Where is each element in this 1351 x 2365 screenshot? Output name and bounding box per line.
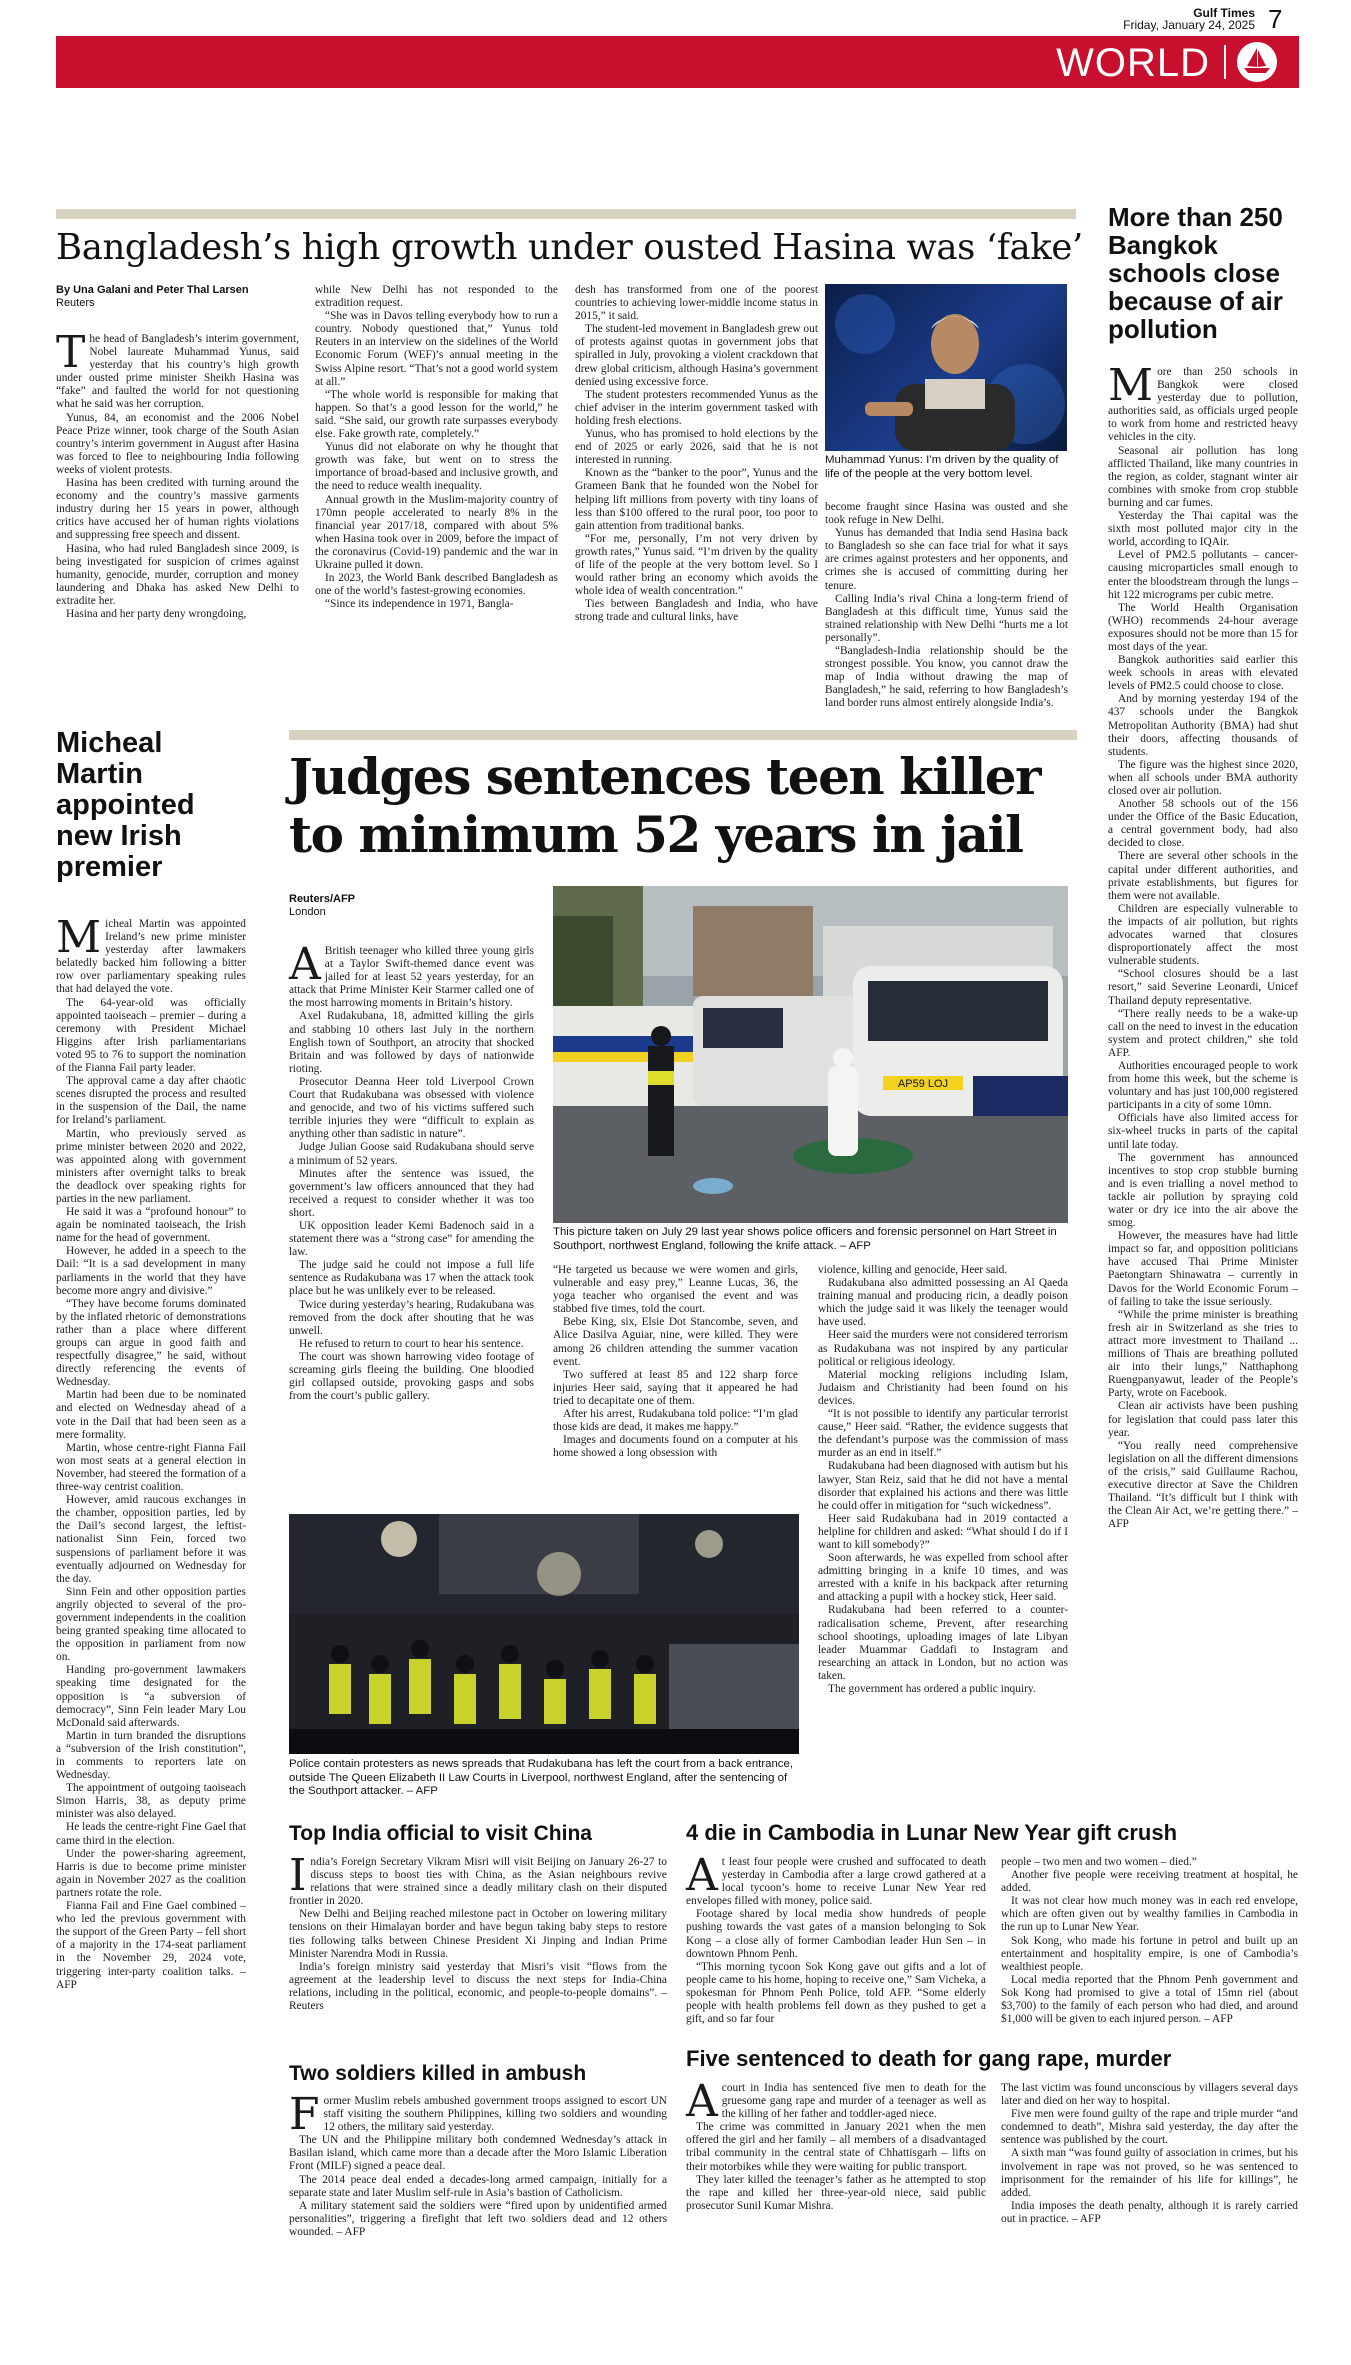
paragraph: The appointment of outgoing taoiseach Simon Harris, 38, as deputy prime minister was also delayed. xyxy=(56,1782,246,1821)
paragraph: Rudakubana had been referred to a counter-radicalisation scheme, Prevent, after researching school shootings, uploading images of late Libyan leader Muammar Gaddafi to Instagram and researching an attack in London, but no action was taken. xyxy=(818,1604,1068,1682)
paragraph: “This morning tycoon Sok Kong gave out gifts and a lot of people came to his home, hoping to receive one,” Sam Vicheka, a spokesman for Phnom Penh Police, told AFP. “Some elderly people with health problems fell down as they pushed to get a gift, and so far four xyxy=(686,1960,986,2026)
paragraph: Another 58 schools out of the 156 under the Office of the Basic Education, a central government body, had also decided to close. xyxy=(1108,798,1298,850)
paragraph: Material mocking religions including Islam, Judaism and Christianity had been found on his devices. xyxy=(818,1368,1068,1407)
paragraph: And by morning yesterday 194 of the 437 schools under the Bangkok Metropolitan Authority (BMA) had shut their doors, affecting thousands of students. xyxy=(1108,693,1298,758)
paragraph: He leads the centre-right Fine Gael that came third in the election. xyxy=(56,1821,246,1847)
paragraph: “Since its independence in 1971, Bangla- xyxy=(325,598,514,611)
hasina-col1 xyxy=(56,327,299,693)
paragraph: The student protesters recommended Yunus as the chief adviser in the interim government tasked with holding fresh elections. xyxy=(575,388,818,427)
paragraph: India’s Foreign Secretary Vikram Misri will visit Beijing on January 26-27 to discuss steps to boost ties with China, as the Asian neighbours revive relations that were strained since a deadly military clash on their disputed frontier in 2020. xyxy=(289,1850,667,1908)
paragraph: become fraught since Hasina was ousted and she took refuge in New Delhi. xyxy=(825,501,1068,527)
paragraph: Hasina has been credited with turning around the economy and the country’s massive garments industry during her 15 years in power, although critics have accused her of human rights violations and suppressing free speech and dissent. xyxy=(56,477,299,542)
southport-dateline: London xyxy=(289,906,326,918)
paragraph: After his arrest, Rudakubana told police: “I’m glad those kids are dead, it makes me happy.” xyxy=(553,1408,798,1434)
hasina-col4 xyxy=(825,501,1068,710)
paragraph: Calling India’s rival China a long-term friend of Bangladesh at this difficult time, Yunus said the strained relationship with New Delhi “hurts me a lot personally”. xyxy=(825,592,1068,644)
paragraph: The court was shown harrowing video footage of screaming girls fleeing the building. One bloodied girl collapsed outside, provoking gasps and sobs from the court’s public gallery. xyxy=(289,1350,534,1403)
gangrape-headline: Five sentenced to death for gang rape, murder xyxy=(686,2046,1172,2071)
paragraph: The 64-year-old was officially appointed taoiseach – premier – during a ceremony with President Michael Higgins after Irish parliamentarians voted 95 to 76 to support the nomination of the Fianna Fail party leader. xyxy=(56,996,246,1075)
paragraph: The World Health Organisation (WHO) recommends 24-hour average exposures should not be more than 15 for most days of the year. xyxy=(1108,601,1298,653)
southport-byline: Reuters/AFP xyxy=(289,893,356,905)
paragraph: The judge said he could not impose a full life sentence as Rudakubana was 17 when the attack took place but he was unlikely ever to be released. xyxy=(289,1259,534,1298)
paragraph: Local media reported that the Phnom Penh government and Sok Kong had promised to give a total of 15mn riel (about $3,700) to the family of each person who had died, and around $1,000 will be given to each injured person. – AFP xyxy=(1001,1973,1298,2026)
paragraph: Judge Julian Goose said Rudakubana should serve a minimum of 52 years. xyxy=(289,1141,534,1167)
paragraph: Footage shared by local media show hundreds of people pushing towards the vast gates of a mansion belonging to Sok Kong – a close ally of former Cambodian leader Hun Sen – in downtown Phnom Penh. xyxy=(686,1908,986,1960)
paragraph: Another five people were receiving treatment at hospital, he added. xyxy=(1001,1869,1298,1895)
paragraph: However, amid raucous exchanges in the chamber, opposition parties, led by the Dail’s second largest, the leftist-nationalist Sinn Fein, forced two suspensions of parliament before it was eventually adjourned on Wednesday for the day. xyxy=(56,1494,246,1585)
paragraph: Martin, who previously served as prime minister between 2020 and 2022, was appointed along with government ministers after overnight talks to break the deadlock over speaking rights for parties in the new parliament. xyxy=(56,1127,246,1205)
rule xyxy=(289,730,1077,740)
soldiers-body xyxy=(289,2089,667,2280)
paragraph: Axel Rudakubana, 18, admitted killing the girls and stabbing 10 others last July in the northern English town of Southport, an atrocity that shocked Britain and was followed by days of nationwide rioting. xyxy=(289,1010,534,1075)
india-headline: Top India official to visit China xyxy=(289,1822,592,1845)
paragraph: The UN and the Philippine military both condemned Wednesday’s attack in Basilan island, which came more than a decade after the Moro Islamic Liberation Front (MILF) signed a peace deal. xyxy=(289,2134,667,2173)
paragraph: Martin had been due to be nominated and elected on Wednesday ahead of a vote in the Dail that had been seen as a mere formality. xyxy=(56,1389,246,1441)
paragraph: The government has announced incentives to stop crop stubble burning and is even trialling a novel method to tackle air pollution by spraying cold water or dry ice into the air above the smog. xyxy=(1108,1151,1298,1230)
paragraph: The student-led movement in Bangladesh grew out of protests against quotas in government jobs that spiralled in July, provoking a violent crackdown that drew global criticism, although Hasina’s government denied using excessive force. xyxy=(575,323,818,388)
paragraph: Annual growth in the Muslim-majority country of 170mn people accelerated to nearly 8% in the financial year 2017/18, compared with about 5% when Hasina took over in 2009, before the impact of the coronavirus (Covid-19) pandemic and the war in Ukraine pulled it down. xyxy=(315,493,558,571)
hasina-col3 xyxy=(575,284,818,694)
bangkok-body xyxy=(1108,360,1298,1806)
paragraph: Known as the “banker to the poor”, Yunus and the Grameen Bank that he founded won the Nobel for helping lift millions from poverty with tiny loans of less than $100 offered to the rural poor, too poor to gain attention from traditional banks. xyxy=(575,467,818,532)
paragraph: Yesterday the Thai capital was the sixth most polluted major city in the world, according to IQAir. xyxy=(1108,510,1298,549)
paragraph: Martin, whose centre-right Fianna Fail won most seats at a general election in November, had steered the formation of a three-way centrist coalition. xyxy=(56,1441,246,1494)
paragraph: The approval came a day after chaotic scenes disrupted the process and resulted in the suspension of the Dail, the name for Ireland’s parliament. xyxy=(56,1075,246,1127)
section-title: WORLD xyxy=(1056,41,1210,85)
paragraph: Bangkok authorities said earlier this week schools in areas with elevated levels of PM2.5 could choose to close. xyxy=(1108,654,1298,693)
paragraph: “There really needs to be a wake-up call on the need to invest in the education system and protect children,” she told AFP. xyxy=(1108,1007,1298,1059)
page-number: 7 xyxy=(1268,4,1283,34)
cambodia-headline: 4 die in Cambodia in Lunar New Year gift crush xyxy=(686,1820,1178,1845)
paragraph: Sinn Fein and other opposition parties angrily objected to several of the pro-government independents in the coalition being granted speaking time allocated to the opposition in parliament from now on. xyxy=(56,1585,246,1664)
yunus-photo-caption: Muhammad Yunus: I’m driven by the quality of life of the people at the very bottom level. xyxy=(825,454,1059,480)
paragraph: Minutes after the sentence was issued, the government’s law officers announced that they had received a request to consider whether it was too short. xyxy=(289,1167,534,1219)
paragraph: desh has transformed from one of the poorest countries to achieving lower-middle income status in 2015,” it said. xyxy=(575,284,818,323)
southport-col3 xyxy=(818,1264,1068,1794)
paragraph: people – two men and two women – died.” xyxy=(1001,1856,1197,1868)
paragraph: He said it was a “profound honour” to again be nominated taoiseach, the Irish name for the head of government. xyxy=(56,1206,246,1245)
paragraph: Two suffered at least 85 and 122 sharp force injuries Heer said, saying that it appeared he had tried to decapitate one of them. xyxy=(553,1368,798,1407)
paragraph: Five men were found guilty of the rape and triple murder “and condemned to death”, Mishra said yesterday, the day after the sentence was published by the court. xyxy=(1001,2108,1298,2147)
southport-scene-photo xyxy=(553,886,1068,1223)
paragraph: More than 250 schools in Bangkok were closed yesterday due to pollution, authorities said, as officials urged people to work from home and restricted heavy vehicles in the city. xyxy=(1108,360,1298,444)
paragraph: A military statement said the soldiers were “fired upon by unidentified armed personalities”, triggering a firefight that left two soldiers dead and 12 others wounded. – AFP xyxy=(289,2199,667,2238)
paragraph: “School closures should be a last resort,” said Severine Leonardi, Unicef Thailand deputy representative. xyxy=(1108,968,1298,1007)
paragraph: However, the measures have had little impact so far, and opposition politicians have accused Thai Prime Minister Paetongtarn Shinawatra – currently in Davos for the World Economic Forum – of failing to take the issue seriously. xyxy=(1108,1230,1298,1308)
paragraph: Seasonal air pollution has long afflicted Thailand, like many countries in the region, as colder, stagnant winter air combines with smoke from crop stubble burning and car fumes. xyxy=(1108,444,1298,509)
paragraph: ABritish teenager who killed three young girls at a Taylor Swift-themed dance event was jailed for at least 52 years yesterday, for an attack that Prime Minister Keir Starmer called one of the most harrowing moments in Britain’s history. xyxy=(289,939,534,1010)
paragraph: “They have become forums dominated by the inflated rhetoric of demonstrations rather than a place where different groups can argue in good faith and respectfully disagree,” he said, without directly referencing the events of Wednesday. xyxy=(56,1297,246,1389)
bangkok-headline: More than 250 Bangkok schools close because of air pollution xyxy=(1108,202,1283,344)
paragraph: Martin in turn branded the disruptions a “subversion of the Irish constitution”, in comments to reporters late on Wednesday. xyxy=(56,1729,246,1782)
southport-scene-caption: This picture taken on July 29 last year shows police officers and forensic personnel on Hart Street in Southport, northwest England, following the knife attack. – AFP xyxy=(553,1226,1057,1252)
paragraph: However, he added in a speech to the Dail: “It is a sad development in many parliaments in the world that they have become more angry and divisive.” xyxy=(56,1245,246,1297)
paragraph: There are several other schools in the capital under different authorities, and private establishments, but figures for them were not available. xyxy=(1108,850,1298,902)
paragraph: Acourt in India has sentenced five men to death for the gruesome gang rape and murder of a teenager as well as the killing of her father and toddler-aged niece. xyxy=(686,2076,986,2127)
protest-photo-caption: Police contain protesters as news spreads that Rudakubana has left the court from a back entrance, outside The Queen Elizabeth II Law Courts in Liverpool, northwest England, after the sentencing of the Southport attacker. – AFP xyxy=(289,1758,794,1797)
paragraph: Yunus did not elaborate on why he thought that growth was fake, but went on to stress the importance of broad-based and inclusive growth, and the need to reduce wealth inequality. xyxy=(315,441,558,493)
southport-headline: Judges sentences teen killer to minimum 52 years in jail xyxy=(289,747,1040,864)
paragraph: Images and documents found on a computer at his home showed a long obsession with xyxy=(553,1434,798,1460)
paragraph: violence, killing and genocide, Heer said. xyxy=(818,1264,1008,1276)
southport-col1 xyxy=(289,939,534,1505)
paragraph: The figure was the highest since 2020, when all schools under BMA authority closed over air pollution. xyxy=(1108,758,1298,797)
cambodia-col2 xyxy=(1001,1856,1298,2046)
paragraph: Twice during yesterday’s hearing, Rudakubana was removed from the dock after shouting that he was unwell. xyxy=(289,1298,534,1337)
police-car-plate: AP59 LOJ xyxy=(897,1078,949,1090)
paragraph: A sixth man “was found guilty of association in crimes, but his involvement in rape was not proved, so he was sentenced to imprisonment for the remainder of his life for killings”, he added. xyxy=(1001,2147,1298,2199)
dhow-boat-icon xyxy=(1235,40,1279,84)
paragraph: Prosecutor Deanna Heer told Liverpool Crown Court that Rudakubana was obsessed with violence and genocide, and two of his victims suffered such terrible injuries they were “difficult to explain as anything other than sadistic in nature”. xyxy=(289,1075,534,1141)
paragraph: Rudakubana also admitted possessing an Al Qaeda training manual and producing ricin, a deadly poison which the judge said it was likely the teenager would have used. xyxy=(818,1277,1068,1329)
paragraph: while New Delhi has not responded to the extradition request. xyxy=(315,284,558,310)
paragraph: Officials have also limited access for six-wheel trucks in parts of the capital until late today. xyxy=(1108,1112,1298,1151)
hasina-col2 xyxy=(315,284,558,694)
issue-date: Friday, January 24, 2025 xyxy=(1123,18,1255,32)
paragraph: “While the prime minister is breathing fresh air in Switzerland as she tries to attract more investment to Thailand ... millions of Thais are breathing polluted air into their lungs,” Natthaphong Ruengpanyawut, leader of the People’s Party, wrote on Facebook. xyxy=(1108,1308,1298,1400)
martin-body xyxy=(56,912,246,2296)
paragraph: The government has ordered a public inquiry. xyxy=(828,1683,1036,1695)
soldiers-headline: Two soldiers killed in ambush xyxy=(289,2062,587,2085)
paragraph: He refused to return to court to hear his sentence. xyxy=(299,1337,524,1350)
rule xyxy=(56,209,1076,219)
section-divider xyxy=(1224,45,1226,79)
southport-col2 xyxy=(553,1264,798,1504)
paragraph: Fianna Fail and Fine Gael combined – who led the previous government with the support of the Green Party – fell short of a majority in the 174-seat parliament in the November 29, 2024 vote, triggering inter-party coalition talks. – AFP xyxy=(56,1900,246,1991)
paragraph: It was not clear how much money was in each red envelope, which are often given out by wealthy families in Cambodia in the run up to Lunar New Year. xyxy=(1001,1895,1298,1934)
paragraph: Heer said Rudakubana had in 2019 contacted a helpline for children and asked: “What should I do if I want to kill somebody?” xyxy=(818,1512,1068,1551)
paragraph: India’s foreign ministry said yesterday that Misri’s visit “flows from the agreement at the leadership level to discuss the next steps for India-China relations, including in the political, economic, and people-to-people domains”. – Reuters xyxy=(289,1960,667,2013)
paragraph: Ties between Bangladesh and India, who have strong trade and cultural links, have xyxy=(575,598,818,624)
paragraph: “You really need comprehensive legislation on all the different dimensions of the crisis,” said Guillaume Rachou, executive director at Save the Children Thailand. “It’s difficult but I think with the Clean Air Act, we’re getting there.” – AFP xyxy=(1108,1439,1298,1531)
paragraph: At least four people were crushed and suffocated to death yesterday in Cambodia after a large crowd gathered at a local tycoon’s home to receive Lunar New Year red envelopes filled with money, police said. xyxy=(686,1850,986,1908)
hasina-headline: Bangladesh’s high growth under ousted Hasina was ‘fake’ xyxy=(56,227,1083,268)
paragraph: Handing pro-government lawmakers speaking time designated for the opposition is “a subversion of democracy”, Sinn Fein leader Mary Lou McDonald said afterwards. xyxy=(56,1664,246,1729)
paragraph: “For me, personally, I’m not very driven by growth rates,” Yunus said. “I’m driven by the quality of life of the people at the very bottom level. So I would rather bring an economy which avoids the whole idea of wealth concentration.” xyxy=(575,532,818,598)
paragraph: Soon afterwards, he was expelled from school after admitting bringing in a knife 10 times, and was arrested with a knife in his backpack after returning and attacking a pupil with a hockey stick, Heer said. xyxy=(818,1552,1068,1604)
paragraph: Authorities encouraged people to work from home this week, but the scheme is voluntary and has just 100,000 registered participants in a city of some 10mn. xyxy=(1108,1059,1298,1112)
yunus-photo xyxy=(825,284,1067,451)
paragraph: New Delhi and Beijing reached milestone pact in October on lowering military tensions on their Himalayan border and have begun taking baby steps to restore ties following talks between Chinese President Xi Jinping and Indian Prime Minister Narendra Modi in Russia. xyxy=(289,1908,667,1960)
paragraph: India imposes the death penalty, although it is rarely carried out in practice. – AFP xyxy=(1001,2199,1298,2225)
india-body xyxy=(289,1850,667,2046)
paragraph: “Bangladesh-India relationship should be the strongest possible. You know, you cannot draw the map of India without drawing the map of Bangladesh,” he said, referring to how Bangladesh’s land border runs almost entirely alongside India’s. xyxy=(825,645,1068,710)
paragraph: The 2014 peace deal ended a decades-long armed campaign, initially for a separate state and later Muslim self-rule in Asia’s bastion of Catholicism. xyxy=(289,2173,667,2199)
paragraph: They later killed the teenager’s father as he attempted to stop the rape and killed her three-year-old niece, said public prosecutor Sunil Kumar Mishra. xyxy=(686,2173,986,2212)
paragraph: Hasina and her party deny wrongdoing, xyxy=(66,607,247,620)
paragraph: Rudakubana had been diagnosed with autism but his lawyer, Stan Reiz, said that he did not have a mental disorder that explained his actions and there was little he could offer in mitigation for “such wickedness”. xyxy=(818,1460,1068,1512)
paragraph: UK opposition leader Kemi Badenoch said in a statement there was a “strong case” for amending the law. xyxy=(289,1219,534,1259)
paragraph: Sok Kong, who made his fortune in petrol and built up an entertainment and hospitality empire, is one of Cambodia’s wealthiest people. xyxy=(1001,1934,1298,1973)
paragraph: Yunus has demanded that India send Hasina back to Bangladesh so she can face trial for what it says are crimes against protesters and her opponents, and crimes she is accused of committing during her tenure. xyxy=(825,527,1068,592)
paragraph: Heer said the murders were not considered terrorism as Rudakubana was not inspired by any particular political or religious ideology. xyxy=(818,1329,1068,1368)
martin-headline: Micheal Martin appointed new Irish premier xyxy=(56,727,195,883)
paragraph: “He targeted us because we were women and girls, vulnerable and easy prey,” Leanne Lucas, 36, the yoga teacher who organised the event and was stabbed five times, told the court. xyxy=(553,1264,798,1316)
paragraph: Children are especially vulnerable to the impacts of air pollution, but rights advocates warned that closures disproportionately affect the most vulnerable students. xyxy=(1108,902,1298,968)
paragraph: “The whole world is responsible for making that happen. So that’s a good lesson for the world,” he said. “She said, our growth rate surpasses everybody else. Fake growth rate, completely.” xyxy=(315,388,558,441)
paragraph: Yunus, who has promised to hold elections by the end of 2025 or early 2026, said that he is not interested in running. xyxy=(575,428,818,467)
paragraph: “It is not possible to identify any particular terrorist cause,” Heer said. “Rather, the evidence suggests that the defendant’s purpose was the commission of mass murder as an end in itself.” xyxy=(818,1408,1068,1460)
paragraph: Clean air activists have been pushing for legislation that could pass later this year. xyxy=(1108,1400,1298,1439)
cambodia-col1 xyxy=(686,1850,986,2046)
hasina-agency: Reuters xyxy=(56,297,95,309)
gangrape-col2 xyxy=(1001,2082,1298,2282)
paragraph: The crime was committed in January 2021 when the men offered the girl and her family – all members of a disadvantaged tribal community in the central state of Chhattisgarh – lifts on their motorbikes while they were waiting for public transport. xyxy=(686,2121,986,2173)
hasina-byline: By Una Galani and Peter Thal Larsen xyxy=(56,284,249,296)
paper-name: Gulf Times xyxy=(1193,6,1255,20)
paragraph: The last victim was found unconscious by villagers several days later and died on her way to hospital. xyxy=(1001,2082,1298,2108)
gangrape-col1 xyxy=(686,2076,986,2282)
protest-photo xyxy=(289,1514,799,1754)
paragraph: The head of Bangladesh’s interim government, Nobel laureate Muhammad Yunus, said yesterday that his country’s high growth under ousted prime minister Sheikh Hasina was “fake” and faulted the world for not questioning what he said was her corruption. xyxy=(56,327,299,411)
paragraph: “She was in Davos telling everybody how to run a country. Nobody questioned that,” Yunus told Reuters in an interview on the sidelines of the World Economic Forum (WEF)’s annual meeting in the Swiss Alpine resort. “That’s not a good world system at all.” xyxy=(315,310,558,388)
paragraph: Hasina, who had ruled Bangladesh since 2009, is being investigated for suspicion of crimes against humanity, genocide, murder, corruption and money laundering and Dhaka has asked New Delhi to extradite her. xyxy=(56,542,299,607)
paragraph: Bebe King, six, Elsie Dot Stancombe, seven, and Alice Dasilva Aguiar, nine, were killed. They were among 26 children attending the summer vacation event. xyxy=(553,1316,798,1368)
paragraph: Yunus, 84, an economist and the 2006 Nobel Peace Prize winner, took charge of the South Asian country’s interim government in August after Hasina was forced to flee to neighbouring India following weeks of violent protests. xyxy=(56,411,299,476)
paragraph: Former Muslim rebels ambushed government troops assigned to escort UN staff visiting the southern Philippines, killing two soldiers and wounding 12 others, the military said yesterday. xyxy=(289,2089,667,2140)
paragraph: Under the power-sharing agreement, Harris is due to become prime minister again in November 2027 as the coalition partners rotate the role. xyxy=(56,1847,246,1899)
paragraph: Level of PM2.5 pollutants – cancer-causing microparticles small enough to enter the bloodstream through the lungs – hit 122 micrograms per cubic metre. xyxy=(1108,549,1298,601)
paragraph: In 2023, the World Bank described Bangladesh as one of the world’s fastest-growing economies. xyxy=(315,572,558,598)
paragraph: Micheal Martin was appointed Ireland’s new prime minister yesterday after lawmakers belatedly backed him following a bitter row over parliamentary speaking rules that had delayed the vote. xyxy=(56,912,246,996)
